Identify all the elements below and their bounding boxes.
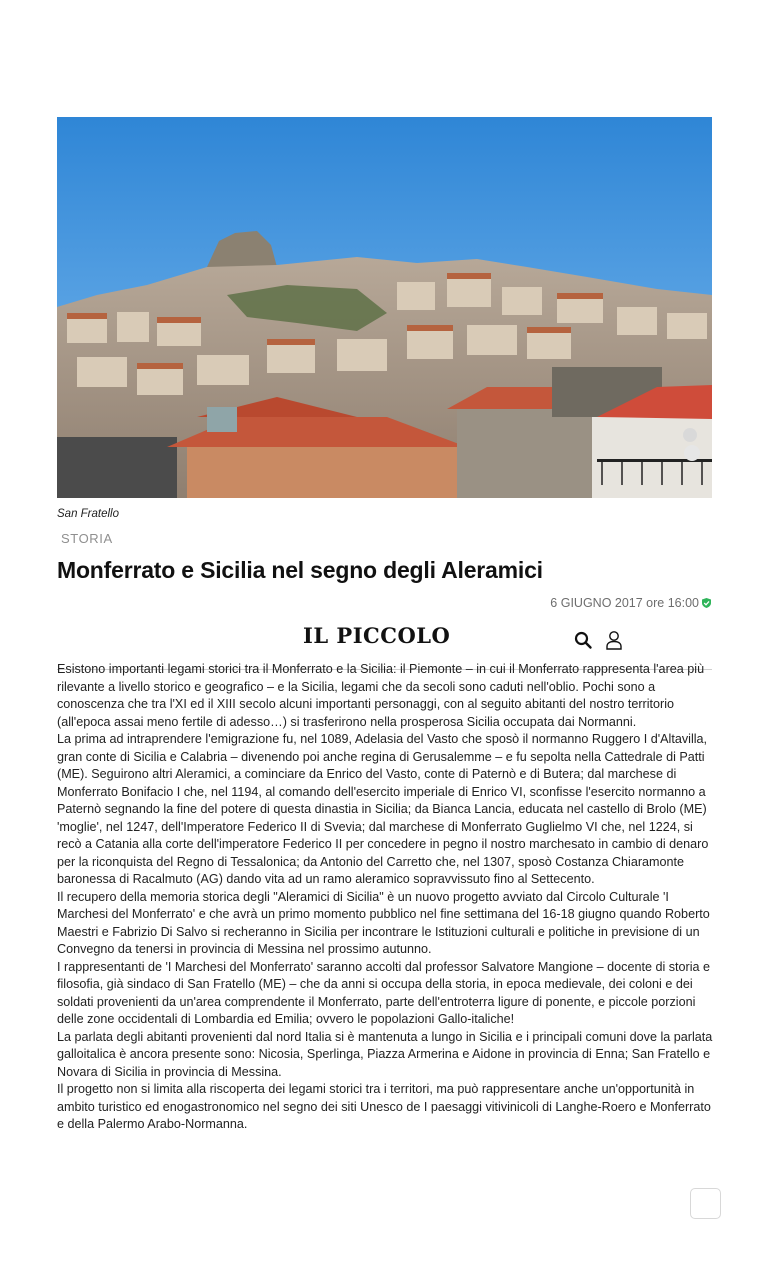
paragraph: Esistono importanti legami storici tra il Monferrato e la Sicilia: il Piemonte – in cui il Monferrato rappresenta l'area più rilevante a livello storico e geografico – e la Sicilia, legami che da secoli sono caduti nell'oblio. Pochi sono a conoscenza che tra l'XI ed il XIII secolo alcuni importanti personaggi, con al seguito abitanti del nostro territorio (all'epoca assai meno fertile di adesso…) si trasferirono nella prosperosa Sicilia occupata dai Normanni. bbox=[57, 662, 705, 729]
hero-image bbox=[57, 117, 712, 498]
paragraph: Il progetto non si limita alla riscoperta dei legami storici tra i territori, ma può rappresentare anche un'opportunità in ambito turistico ed enogastronomico nel segno dei siti Unesco de I paesaggi vitivinicoli di Langhe-Roero e Monferrato e della Palermo Arabo-Normanna. bbox=[57, 1082, 711, 1131]
verified-shield-icon bbox=[702, 598, 711, 608]
paragraph: Il recupero della memoria storica degli "Aleramici di Sicilia" è un nuovo progetto avviato dal Circolo Culturale 'I Marchesi del Monferrato' e che avrà un primo momento pubblico nel fine settimana del 16-18 giugno quando Roberto Maestri e Fabrizio Di Salvo si recheranno in Sicilia per incontrare le Istituzioni culturali e politiche in previsione di un Convegno da tenersi in provincia di Messina nel prossimo autunno. bbox=[57, 889, 710, 956]
paragraph: La prima ad intraprendere l'emigrazione fu, nel 1089, Adelasia del Vasto che sposò il normanno Ruggero I d'Altavilla, gran conte di Sicilia e Calabria – divenendo poi anche regina di Gerusalemme – e fu sepolta nella Cattedrale di Patti (ME). Seguirono altri Aleramici, a cominciare da Enrico del Vasto, conte di Paternò e di Butera; dal marchese di Monferrato Bonifacio I che, nel 1194, al comando dell'esercito imperiale di Enrico VI, sconfisse l'esercito normanno a Paternò segnando la fine del potere di questa dinastia in Sicilia; da Bianca Lancia, educata nel castello di Brolo (ME) 'moglie', nel 1247, dell'Imperatore Federico II di Svevia; dal marchese di Monferrato Guglielmo VI che, nel 1224, si recò a Catania alla corte dell'imperatore Federico II per concedere in pegno il nostro marchesato in cambio di denaro per la riconquista del Regno di Tessalonica; da Antonio del Carretto che, nel 1307, sposò Costanza Chiaramonte baronessa di Racalmuto (AG) dando vita ad un ramo aleramico sopravvissuto fino al Settecento. bbox=[57, 732, 709, 886]
article-body bbox=[57, 661, 717, 1134]
scroll-to-top-button[interactable] bbox=[690, 1188, 721, 1219]
image-caption: San Fratello bbox=[57, 508, 120, 520]
article-title: Monferrato e Sicilia nel segno degli Aleramici bbox=[57, 557, 543, 583]
search-icon[interactable] bbox=[574, 631, 592, 649]
category-label[interactable]: STORIA bbox=[61, 531, 113, 546]
san-fratello-photo bbox=[57, 117, 712, 498]
paragraph: I rappresentanti de 'I Marchesi del Monferrato' saranno accolti dal professor Salvatore Mangione – docente di storia e filosofia, già sindaco di San Fratello (ME) – che da anni si occupa della storia, in epoca medievale, dei coloni e dei soldati provenienti da un'area comprendente il Monferrato, parte dell'entroterra ligure di ponente, e piccole porzioni delle zone occidentali di Lombardia ed Emilia; ovvero le popolazioni Gallo-italiche! bbox=[57, 959, 711, 1026]
site-logo[interactable]: IL PICCOLO bbox=[303, 623, 451, 648]
publish-date-row bbox=[550, 596, 711, 610]
user-icon[interactable] bbox=[606, 630, 622, 650]
publish-date: 6 GIUGNO 2017 ore 16:00 bbox=[550, 596, 699, 610]
paragraph: La parlata degli abitanti provenienti dal nord Italia si è mantenuta a lungo in Sicilia e i principali comuni dove la parlata galloitalica è ancora presente sono: Nicosia, Sperlinga, Piazza Armerina e Aidone in provincia di Enna; San Fratello e Novara di Sicilia in provincia di Messina. bbox=[57, 1029, 713, 1079]
article-body-viewport[interactable] bbox=[57, 662, 717, 1215]
